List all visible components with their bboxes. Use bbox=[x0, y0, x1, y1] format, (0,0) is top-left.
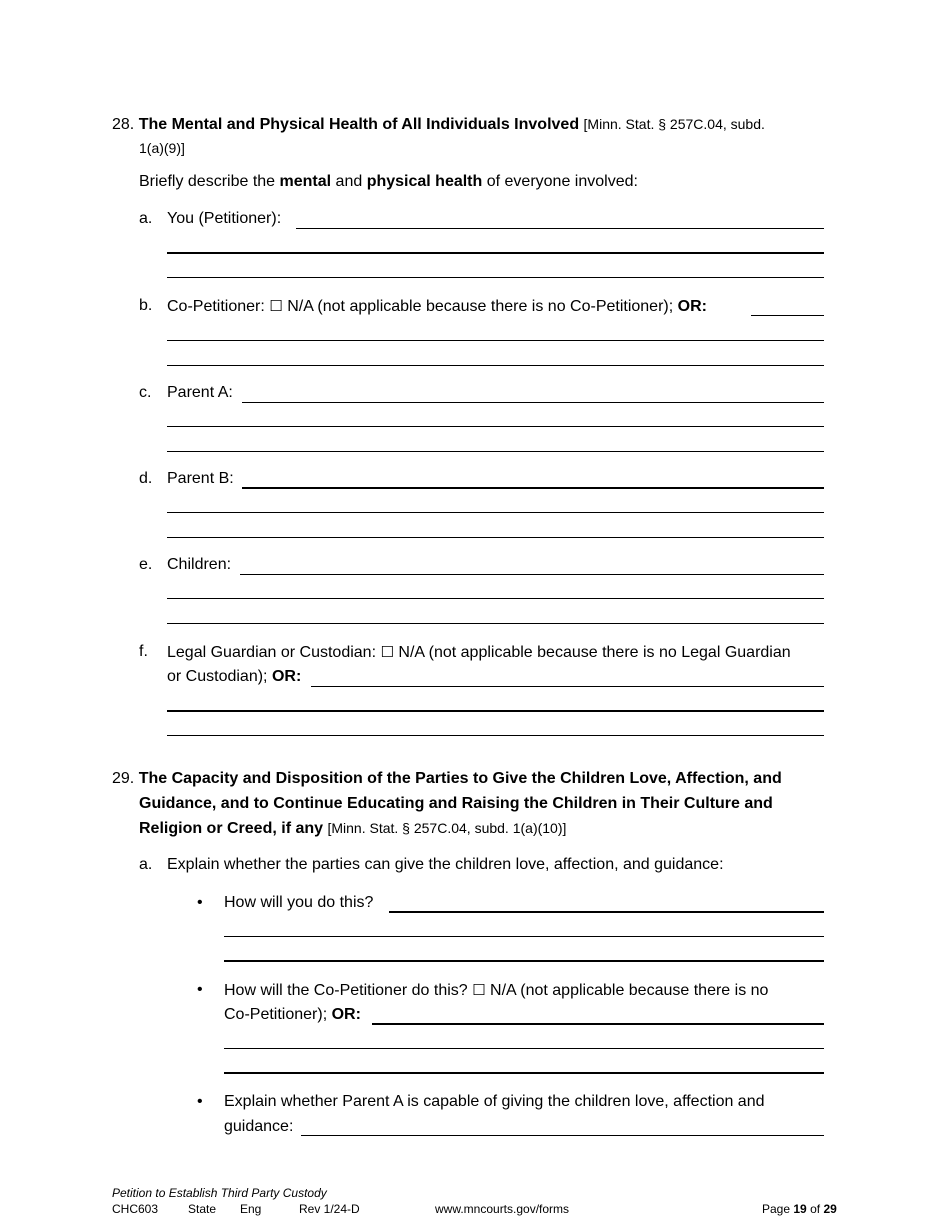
q29a-bullet-2-na-checkbox[interactable]: ☐ bbox=[472, 981, 486, 999]
q28b-letter: b. bbox=[139, 297, 153, 314]
q29-ref: [Minn. Stat. § 257C.04, subd. 1(a)(10)] bbox=[327, 820, 567, 836]
q29a-bullet-2-line-3[interactable] bbox=[224, 1072, 824, 1074]
q28f-or: OR: bbox=[271, 668, 302, 685]
q28a-label: You (Petitioner): bbox=[167, 210, 282, 227]
q28f-answer-line-1[interactable] bbox=[311, 686, 824, 687]
q28f-label: Legal Guardian or Custodian: bbox=[167, 644, 377, 661]
q28f-row-2 bbox=[167, 667, 301, 687]
bullet-icon: • bbox=[197, 894, 203, 911]
bullet-icon: • bbox=[197, 981, 203, 998]
q29a-bullet-2-line-1[interactable] bbox=[372, 1023, 824, 1025]
q28-intro-mental: mental bbox=[279, 173, 332, 190]
bullet-icon: • bbox=[197, 1093, 203, 1110]
q28b-answer-line-3[interactable] bbox=[167, 365, 824, 366]
q29a-letter: a. bbox=[139, 856, 153, 873]
q28b-row bbox=[167, 296, 707, 317]
q28e-letter: e. bbox=[139, 556, 153, 573]
q28b-na-checkbox[interactable]: ☐ bbox=[269, 297, 283, 315]
q29a-bullet-1-text: How will you do this? bbox=[224, 894, 374, 911]
q28c-label: Parent A: bbox=[167, 384, 233, 401]
q29a-bullet-1-line-3[interactable] bbox=[224, 960, 824, 962]
q29-title-line-2: Guidance, and to Continue Educating and Raising the Children in Their Culture and bbox=[139, 795, 773, 812]
q29a-bullet-3-text: Explain whether Parent A is capable of giving the children love, affection and bbox=[224, 1093, 765, 1110]
q29-title-line-3: Religion or Creed, if any bbox=[139, 820, 324, 837]
q29a-text: Explain whether the parties can give the children love, affection, and guidance: bbox=[167, 856, 724, 873]
q28a-letter: a. bbox=[139, 210, 153, 227]
q28f-na-text-cont: or Custodian); bbox=[167, 668, 268, 685]
q28c-answer-line-1[interactable] bbox=[242, 402, 824, 403]
q28a-answer-line-2[interactable] bbox=[167, 252, 824, 254]
footer-page-label: Page bbox=[762, 1202, 791, 1216]
footer-form-title: Petition to Establish Third Party Custody bbox=[112, 1186, 327, 1200]
q29a-bullet-2-row bbox=[224, 980, 768, 1001]
q29a-bullet-2-na-text: N/A (not applicable because there is no bbox=[490, 982, 769, 999]
footer-page-total: 29 bbox=[823, 1202, 837, 1216]
q28b-or: OR: bbox=[677, 298, 707, 315]
q28e-answer-line-1[interactable] bbox=[240, 574, 824, 575]
q28b-na-text: N/A (not applicable because there is no Co-Petitioner); bbox=[287, 298, 674, 315]
q28f-na-checkbox[interactable]: ☐ bbox=[380, 643, 394, 661]
q28f-letter: f. bbox=[139, 643, 148, 660]
q28-ref: [Minn. Stat. § 257C.04, subd. bbox=[583, 116, 765, 132]
q28-intro bbox=[139, 172, 638, 192]
q28-intro-end: of everyone involved: bbox=[482, 173, 638, 190]
q28b-answer-line-1[interactable] bbox=[751, 315, 824, 316]
q28-intro-physical: physical health bbox=[366, 173, 483, 190]
q29-heading bbox=[112, 769, 782, 789]
q29a-bullet-1-line-2[interactable] bbox=[224, 936, 824, 937]
q28a-answer-line-1[interactable] bbox=[296, 228, 824, 229]
q28d-letter: d. bbox=[139, 470, 153, 487]
footer-url[interactable]: www.mncourts.gov/forms bbox=[435, 1202, 570, 1216]
q29-number: 29. bbox=[112, 770, 135, 787]
q29-title-line-1: The Capacity and Disposition of the Parties to Give the Children Love, Affection, and bbox=[138, 770, 782, 787]
footer-page-current: 19 bbox=[793, 1202, 807, 1216]
q28d-label: Parent B: bbox=[167, 470, 234, 487]
footer-page-number bbox=[762, 1202, 837, 1217]
q29a-bullet-2-line-2[interactable] bbox=[224, 1048, 824, 1049]
q28-number: 28. bbox=[112, 116, 135, 133]
q29a-bullet-1-line-1[interactable] bbox=[389, 911, 824, 913]
q28d-answer-line-2[interactable] bbox=[167, 512, 824, 513]
q28c-answer-line-3[interactable] bbox=[167, 451, 824, 452]
q28a-answer-line-3[interactable] bbox=[167, 277, 824, 278]
q28-title: The Mental and Physical Health of All Individuals Involved bbox=[138, 116, 580, 133]
footer-state: State bbox=[188, 1202, 217, 1216]
q28f-answer-line-3[interactable] bbox=[167, 735, 824, 736]
q28-heading bbox=[112, 114, 765, 135]
q28e-answer-line-3[interactable] bbox=[167, 623, 824, 624]
q28c-answer-line-2[interactable] bbox=[167, 426, 824, 427]
q28f-row bbox=[167, 642, 791, 663]
footer-rev: Rev 1/24-D bbox=[299, 1202, 360, 1216]
q28c-letter: c. bbox=[139, 384, 152, 401]
q29a-bullet-2-na-text-cont: Co-Petitioner); bbox=[224, 1006, 328, 1023]
q28b-answer-line-2[interactable] bbox=[167, 340, 824, 341]
q28e-label: Children: bbox=[167, 556, 232, 573]
q29a-bullet-2-row-2 bbox=[224, 1005, 361, 1025]
q28e-answer-line-2[interactable] bbox=[167, 598, 824, 599]
q28f-na-text: N/A (not applicable because there is no Legal Guardian bbox=[398, 644, 791, 661]
footer-page-of: of bbox=[810, 1202, 821, 1216]
q28d-answer-line-1[interactable] bbox=[242, 487, 824, 489]
footer-lang: Eng bbox=[240, 1202, 262, 1216]
q28-intro-text: Briefly describe the bbox=[139, 173, 280, 190]
q29a-bullet-3-line-1[interactable] bbox=[301, 1135, 824, 1136]
q28-intro-and: and bbox=[331, 173, 367, 190]
q28d-answer-line-3[interactable] bbox=[167, 537, 824, 538]
q29-title-row-3 bbox=[139, 818, 566, 839]
q29a-bullet-3-text-cont: guidance: bbox=[224, 1118, 294, 1135]
q28f-answer-line-2[interactable] bbox=[167, 710, 824, 712]
footer-code: CHC603 bbox=[112, 1202, 159, 1216]
q29a-bullet-2-text: How will the Co-Petitioner do this? bbox=[224, 982, 468, 999]
q28-ref-cont: 1(a)(9)] bbox=[139, 140, 185, 156]
q29a-bullet-2-or: OR: bbox=[331, 1006, 361, 1023]
q28b-label: Co-Petitioner: bbox=[167, 298, 265, 315]
